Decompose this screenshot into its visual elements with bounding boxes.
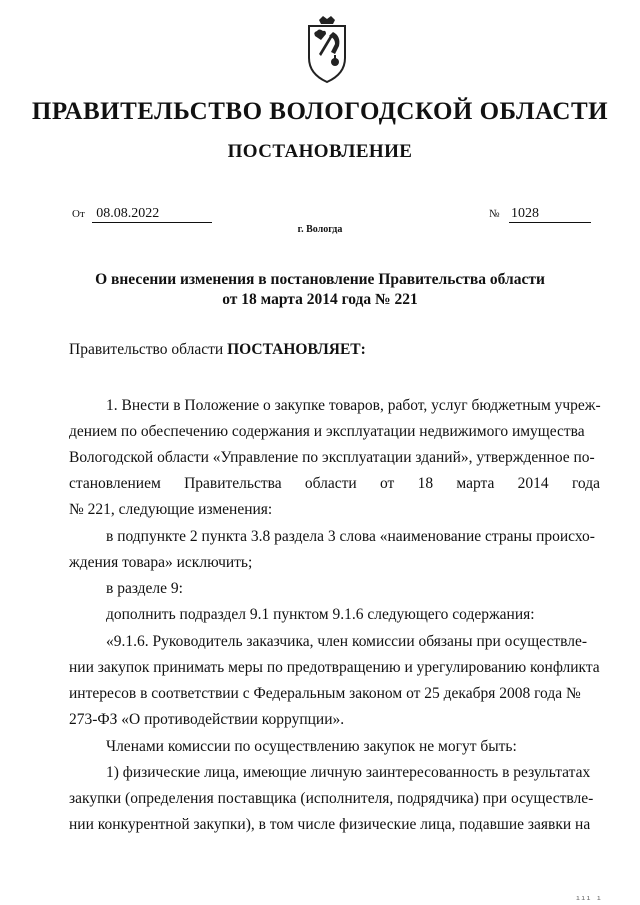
- subject-line-2: от 18 марта 2014 года № 221: [222, 291, 418, 308]
- word: области: [304, 475, 357, 492]
- word: марта: [456, 475, 495, 492]
- subject-line-1: О внесении изменения в постановление Правительства области: [95, 271, 545, 288]
- decree-statement: [69, 341, 366, 359]
- number-line: [489, 206, 591, 223]
- body-line: дением по обеспечению содержания и эксплуатации недвижимого имущества: [69, 423, 585, 440]
- document-type: ПОСТАНОВЛЕНИЕ: [227, 141, 413, 162]
- page-footer-mark: ııı ı: [575, 894, 602, 902]
- decree-keyword: ПОСТАНОВЛЯЕТ:: [227, 341, 366, 358]
- body-line: в подпункте 2 пункта 3.8 раздела 3 слова «наименование страны происхо-: [106, 528, 595, 545]
- document-number: 1028: [509, 206, 591, 223]
- document-subject: [90, 270, 550, 310]
- word: Правительства: [184, 475, 282, 492]
- body-line: «9.1.6. Руководитель заказчика, член комиссии обязаны при осуществле-: [106, 633, 587, 650]
- date-label: От: [72, 208, 85, 220]
- issuing-authority: ПРАВИТЕЛЬСТВО ВОЛОГОДСКОЙ ОБЛАСТИ: [31, 98, 609, 125]
- body-line: интересов в соответствии с Федеральным законом от 25 декабря 2008 года №: [69, 685, 581, 702]
- body-line: 1) физические лица, имеющие личную заинтересованность в результатах: [106, 764, 591, 781]
- word: 18: [417, 475, 434, 492]
- body-line: 273-ФЗ «О противодействии коррупции».: [69, 711, 345, 728]
- body-line: ждения товара» исключить;: [69, 554, 253, 571]
- body-line: дополнить подраздел 9.1 пунктом 9.1.6 следующего содержания:: [106, 606, 535, 623]
- body-line: в разделе 9:: [106, 580, 183, 597]
- coat-of-arms-emblem-icon: [297, 14, 357, 84]
- body-line: нии закупок принимать меры по предотвращению и урегулированию конфликта: [69, 659, 600, 676]
- number-label: №: [489, 208, 500, 220]
- date-line: [72, 206, 212, 223]
- body-line: Вологодской области «Управление по эксплуатации зданий», утвержденное по-: [69, 449, 595, 466]
- body-line: Членами комиссии по осуществлению закупок не могут быть:: [106, 738, 517, 755]
- decree-lead: Правительство области: [69, 341, 224, 358]
- city: г. Вологда: [297, 224, 343, 235]
- word: года: [571, 475, 600, 492]
- body-line: № 221, следующие изменения:: [69, 501, 273, 518]
- body-line: закупки (определения поставщика (исполнителя, подрядчика) при осуществле-: [69, 790, 594, 807]
- word: от: [380, 475, 395, 492]
- body-line: нии конкурентной закупки), в том числе физические лица, подавшие заявки на: [69, 816, 591, 833]
- justified-body-line: [69, 474, 600, 494]
- document-date: 08.08.2022: [92, 206, 212, 223]
- word: становлением: [69, 475, 161, 492]
- word: 2014: [517, 475, 549, 492]
- body-line: 1. Внести в Положение о закупке товаров, работ, услуг бюджетным учреж-: [106, 397, 601, 414]
